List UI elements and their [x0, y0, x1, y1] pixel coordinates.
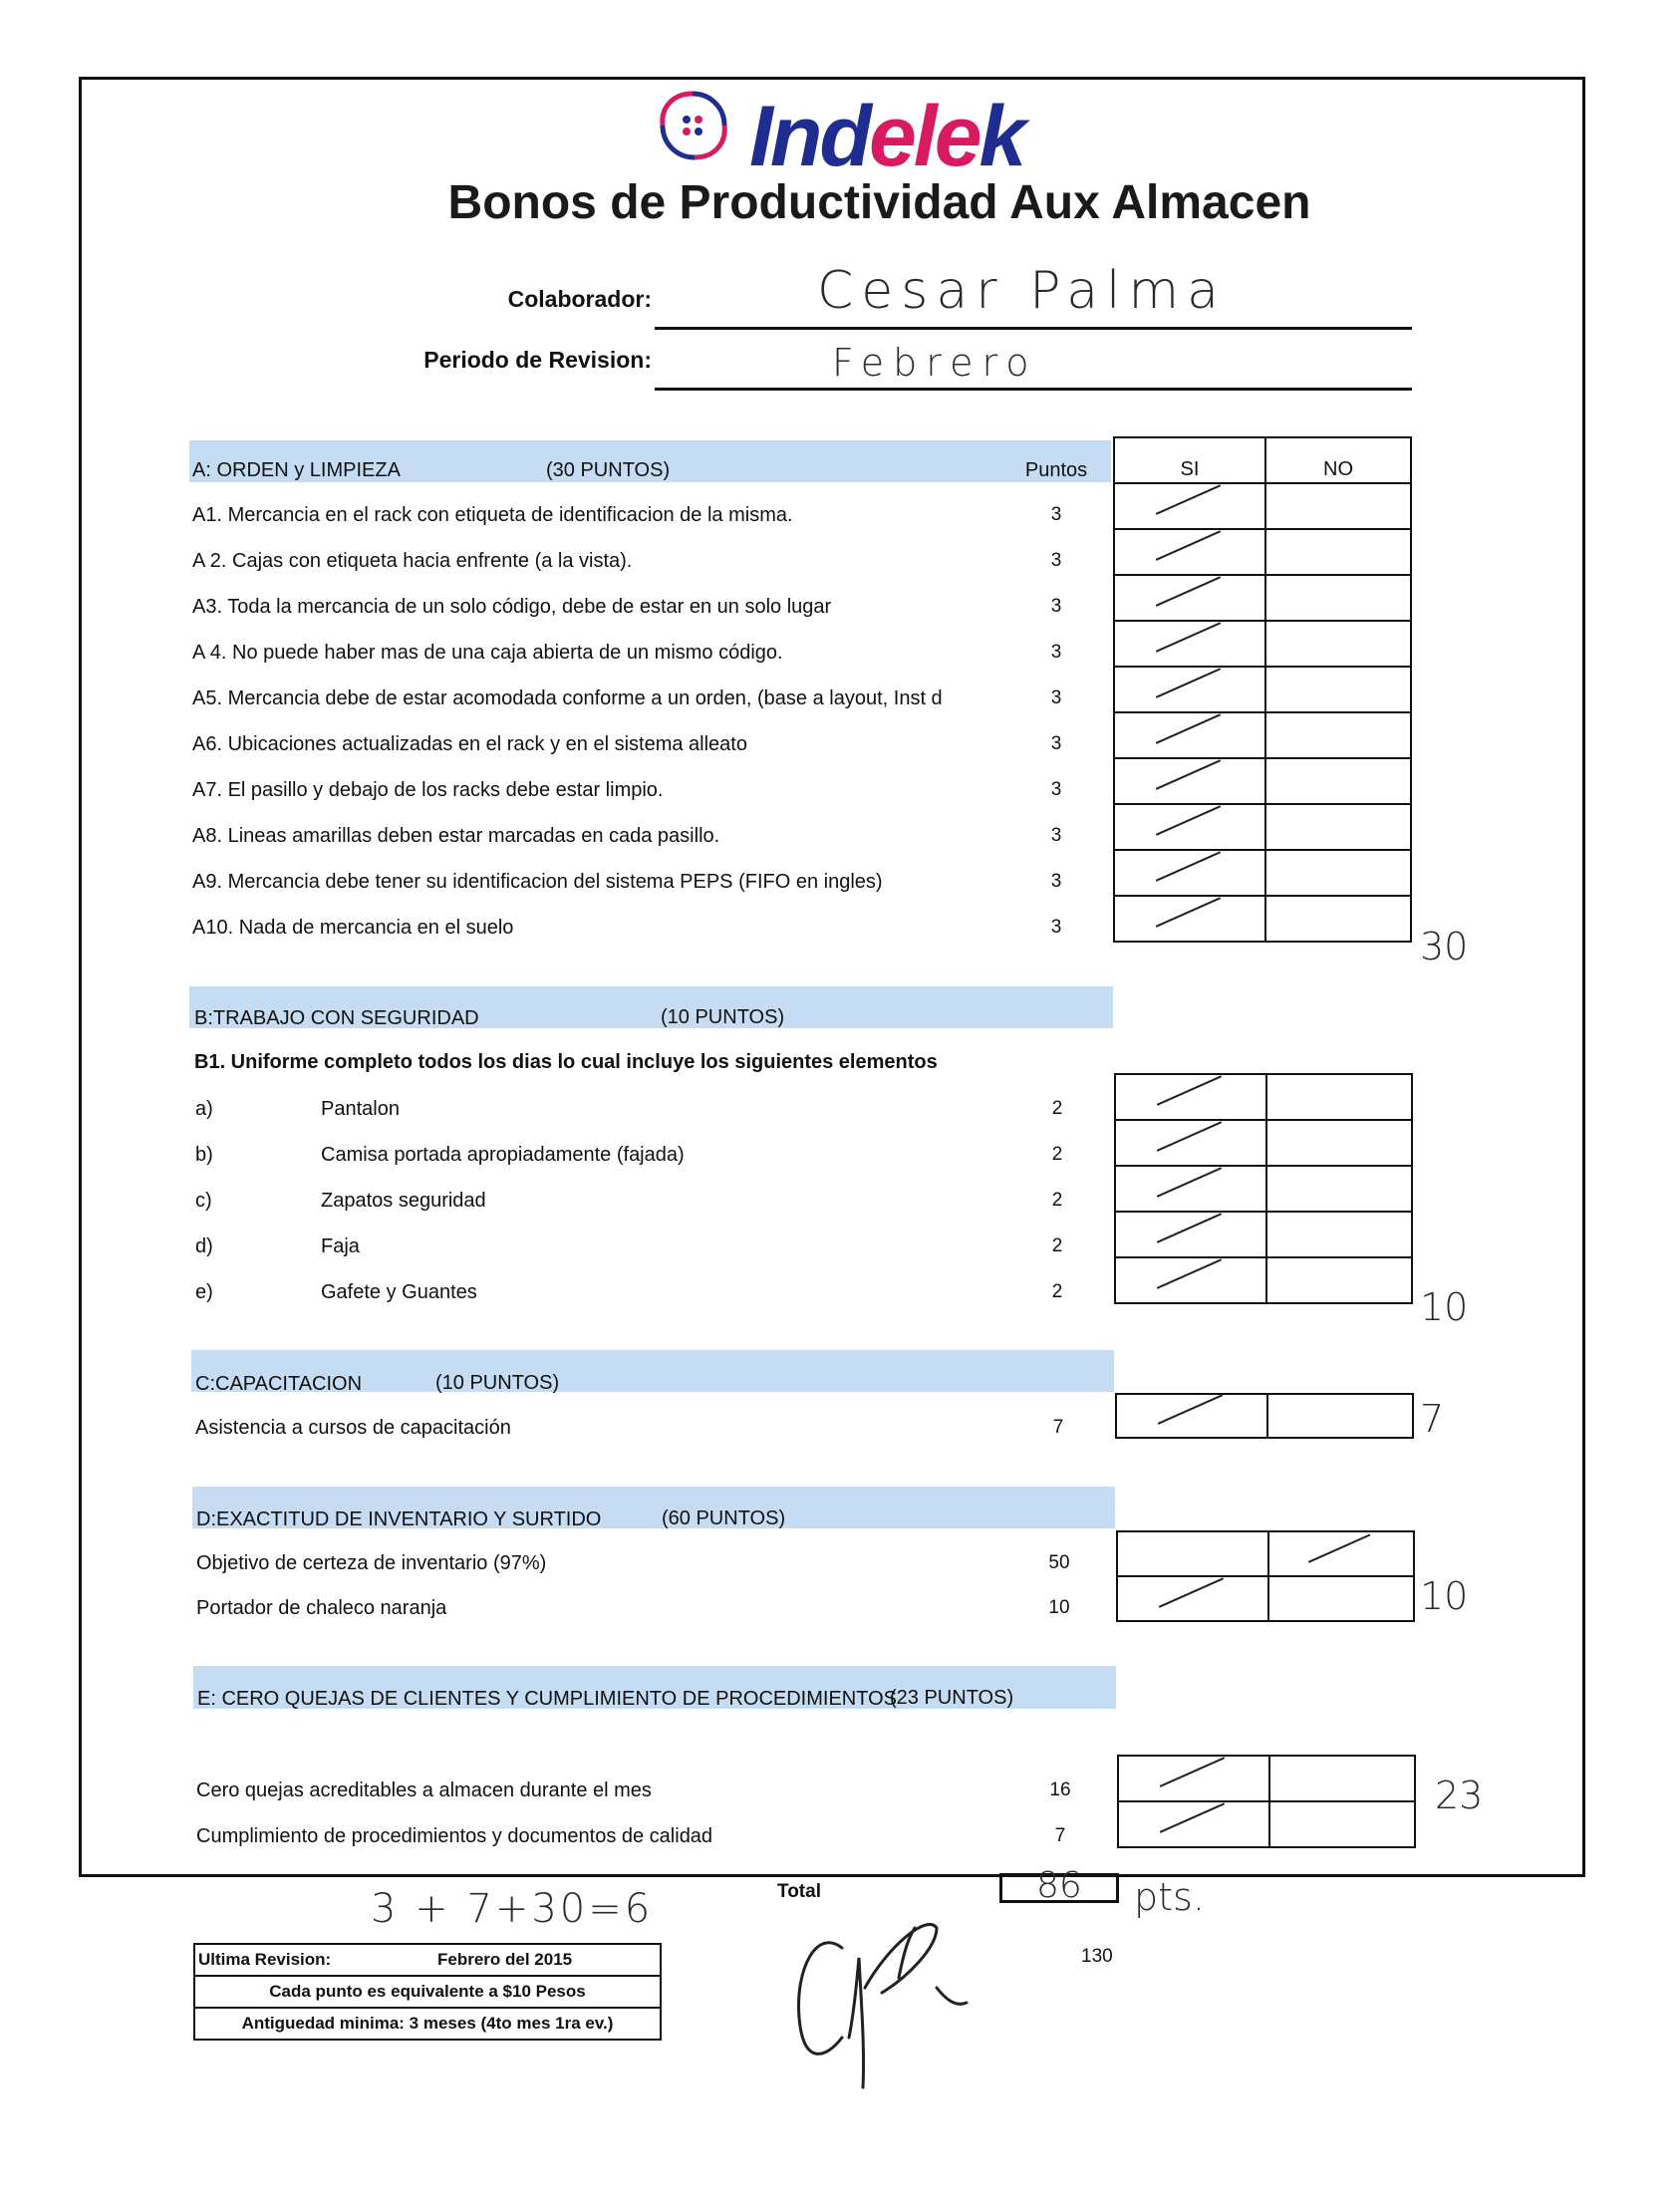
section_a-row-label: A1. Mercancia en el rack con etiqueta de identificacion de la misma. — [192, 504, 793, 526]
section_a-si-checkbox[interactable] — [1113, 849, 1266, 897]
section_a-no-checkbox[interactable] — [1264, 666, 1412, 713]
revision-info-box — [193, 1943, 662, 2041]
section_c-row-label: Asistencia a cursos de capacitación — [195, 1417, 511, 1439]
section_b-no-checkbox[interactable] — [1265, 1256, 1413, 1304]
section_d-row-label: Objetivo de certeza de inventario (97%) — [196, 1552, 547, 1574]
section_d-row-points: 50 — [1048, 1552, 1070, 1573]
section_e-row-points: 16 — [1049, 1779, 1071, 1800]
section_c-si-checkbox[interactable] — [1115, 1393, 1268, 1439]
section_c-row-points: 7 — [1052, 1417, 1064, 1438]
section_b-si-checkbox[interactable] — [1114, 1073, 1267, 1121]
section-a-subtotal: 30 — [1420, 925, 1469, 968]
section_a-row-points: 3 — [1050, 917, 1062, 938]
section_b-row-letter: d) — [195, 1235, 213, 1257]
section_a-row-points: 3 — [1050, 733, 1062, 754]
section_a-si-checkbox[interactable] — [1113, 711, 1266, 759]
column-puntos: Puntos — [1024, 459, 1088, 481]
section_a-row-label: A3. Toda la mercancia de un solo código, debe de estar en un solo lugar — [192, 596, 832, 618]
section_a-row-label: A10. Nada de mercancia en el suelo — [192, 917, 514, 939]
section_a-si-checkbox[interactable] — [1113, 574, 1266, 622]
section_a-si-checkbox[interactable] — [1113, 528, 1266, 576]
section_b-row-letter: c) — [195, 1190, 212, 1212]
section_b-si-checkbox[interactable] — [1114, 1211, 1267, 1258]
page-number: 130 — [1081, 1946, 1113, 1967]
section_b-si-checkbox[interactable] — [1114, 1119, 1267, 1167]
section_e-row-points: 7 — [1054, 1825, 1066, 1846]
section_b-row-points: 2 — [1051, 1281, 1063, 1302]
colaborador-line — [655, 327, 1412, 330]
indelek-logo-icon — [653, 86, 734, 165]
total-label: Total — [777, 1881, 821, 1902]
section_b-row-letter: b) — [195, 1144, 213, 1166]
section_a-si-checkbox[interactable] — [1113, 620, 1266, 668]
periodo-line — [655, 388, 1412, 391]
section_a-row-label: A 2. Cajas con etiqueta hacia enfrente (a la vista). — [192, 550, 633, 572]
section-c-title: C:CAPACITACION — [195, 1373, 363, 1395]
section-b-subtotal: 10 — [1420, 1285, 1469, 1329]
section_a-si-checkbox[interactable] — [1113, 666, 1266, 713]
section-a-points: (30 PUNTOS) — [546, 459, 671, 481]
section_b-row-points: 2 — [1051, 1144, 1063, 1165]
section_b-no-checkbox[interactable] — [1265, 1119, 1413, 1167]
section_a-si-checkbox[interactable] — [1113, 803, 1266, 851]
section-d-points: (60 PUNTOS) — [662, 1507, 786, 1529]
section_a-row-label: A6. Ubicaciones actualizadas en el rack y en el sistema alleato — [192, 733, 747, 755]
section_a-row-points: 3 — [1050, 687, 1062, 708]
section-a-title: A: ORDEN y LIMPIEZA — [192, 459, 401, 481]
section_e-row-label: Cero quejas acreditables a almacen durante el mes — [196, 1779, 652, 1801]
section_e-no-checkbox[interactable] — [1268, 1800, 1416, 1848]
section_b-row-label: Camisa portada apropiadamente (fajada) — [321, 1144, 685, 1166]
section_a-row-points: 3 — [1050, 504, 1062, 525]
page-title: Bonos de Productividad Aux Almacen — [447, 176, 1311, 229]
section_d-row-points: 10 — [1048, 1597, 1070, 1618]
revision-row — [195, 1945, 660, 1977]
section_e-si-checkbox[interactable] — [1117, 1755, 1270, 1802]
section_a-row-points: 3 — [1050, 825, 1062, 846]
section_c-no-checkbox[interactable] — [1266, 1393, 1414, 1439]
column-no: NO — [1323, 458, 1353, 480]
section-e-points: (23 PUNTOS) — [890, 1687, 1014, 1709]
section_a-row-label: A5. Mercancia debe de estar acomodada conforme a un orden, (base a layout, Inst d — [192, 687, 943, 709]
section_a-no-checkbox[interactable] — [1264, 711, 1412, 759]
section_a-row-label: A 4. No puede haber mas de una caja abierta de un mismo código. — [192, 642, 783, 664]
section-b-points: (10 PUNTOS) — [661, 1006, 785, 1028]
section_a-no-checkbox[interactable] — [1264, 574, 1412, 622]
section_a-row-points: 3 — [1050, 550, 1062, 571]
revision-date: Febrero del 2015 — [437, 1950, 573, 1969]
section-c-subtotal: 7 — [1420, 1397, 1445, 1441]
handwritten-sum: 3 + 7+30=6 — [371, 1886, 654, 1932]
column-si: SI — [1180, 458, 1200, 480]
seniority-text: Antiguedad minima: 3 meses (4to mes 1ra ev.) — [241, 2014, 614, 2033]
section_e-no-checkbox[interactable] — [1268, 1755, 1416, 1802]
periodo-value[interactable]: Febrero — [832, 341, 1038, 385]
section_b-no-checkbox[interactable] — [1265, 1073, 1413, 1121]
total-unit: pts. — [1134, 1875, 1205, 1919]
section_d-no-checkbox[interactable] — [1267, 1575, 1415, 1622]
section_b-row-label: Zapatos seguridad — [321, 1190, 486, 1212]
section_b-row-points: 2 — [1051, 1235, 1063, 1256]
seniority-row — [195, 2009, 660, 2039]
point-value-row — [195, 1977, 660, 2009]
section_b-row-label: Pantalon — [321, 1098, 400, 1120]
colaborador-value[interactable]: Cesar Palma — [817, 261, 1228, 321]
total-value[interactable]: 86 — [1036, 1865, 1082, 1906]
section-d-subtotal: 10 — [1420, 1574, 1469, 1618]
section_b-no-checkbox[interactable] — [1265, 1211, 1413, 1258]
section_a-no-checkbox[interactable] — [1264, 528, 1412, 576]
revision-label: Ultima Revision: — [198, 1950, 332, 1969]
section_b-row-letter: e) — [195, 1281, 213, 1303]
section_a-no-checkbox[interactable] — [1264, 895, 1412, 943]
periodo-label: Periodo de Revision: — [423, 347, 652, 373]
section_a-row-label: A9. Mercancia debe tener su identificacion del sistema PEPS (FIFO en ingles) — [192, 871, 883, 893]
section_a-si-checkbox[interactable] — [1113, 895, 1266, 943]
section_e-si-checkbox[interactable] — [1117, 1800, 1270, 1848]
section_a-no-checkbox[interactable] — [1264, 849, 1412, 897]
section_b-row-points: 2 — [1051, 1098, 1063, 1119]
section-e-subtotal: 23 — [1435, 1774, 1484, 1817]
section_d-row-label: Portador de chaleco naranja — [196, 1597, 447, 1619]
section_b-si-checkbox[interactable] — [1114, 1165, 1267, 1213]
section_b-row-points: 2 — [1051, 1190, 1063, 1211]
section_b-row-letter: a) — [195, 1098, 213, 1120]
section-e-title: E: CERO QUEJAS DE CLIENTES Y CUMPLIMIENTO DE PROCEDIMIENTOS — [197, 1688, 897, 1710]
section_a-row-label: A7. El pasillo y debajo de los racks debe estar limpio. — [192, 779, 664, 801]
section_a-si-checkbox[interactable] — [1113, 757, 1266, 805]
section_e-row-label: Cumplimiento de procedimientos y documentos de calidad — [196, 1825, 713, 1847]
section_a-row-label: A8. Lineas amarillas deben estar marcadas en cada pasillo. — [192, 825, 720, 847]
section_a-row-points: 3 — [1050, 596, 1062, 617]
signature-scribble — [787, 1908, 1016, 2097]
section_a-row-points: 3 — [1050, 871, 1062, 892]
section_d-si-checkbox[interactable] — [1116, 1575, 1269, 1622]
section_a-no-checkbox[interactable] — [1264, 482, 1412, 530]
section_b-no-checkbox[interactable] — [1265, 1165, 1413, 1213]
section-d-title: D:EXACTITUD DE INVENTARIO Y SURTIDO — [196, 1508, 602, 1530]
point-value-text: Cada punto es equivalente a $10 Pesos — [269, 1982, 586, 2001]
section_a-no-checkbox[interactable] — [1264, 620, 1412, 668]
section_b-si-checkbox[interactable] — [1114, 1256, 1267, 1304]
colaborador-label: Colaborador: — [507, 286, 652, 312]
section_d-si-checkbox[interactable] — [1116, 1530, 1269, 1577]
section-b-title: B:TRABAJO CON SEGURIDAD — [194, 1007, 479, 1029]
section_b-row-label: Gafete y Guantes — [321, 1281, 477, 1303]
section_a-si-checkbox[interactable] — [1113, 482, 1266, 530]
brand-logo-text: Indelek — [749, 89, 1024, 184]
section_b-row-label: Faja — [321, 1235, 360, 1257]
section_a-row-points: 3 — [1050, 779, 1062, 800]
section_a-no-checkbox[interactable] — [1264, 803, 1412, 851]
section_d-no-checkbox[interactable] — [1267, 1530, 1415, 1577]
section_a-no-checkbox[interactable] — [1264, 757, 1412, 805]
section-b-subtitle: B1. Uniforme completo todos los dias lo cual incluye los siguientes elementos — [194, 1051, 938, 1073]
section-c-points: (10 PUNTOS) — [435, 1372, 560, 1394]
section_a-row-points: 3 — [1050, 642, 1062, 663]
